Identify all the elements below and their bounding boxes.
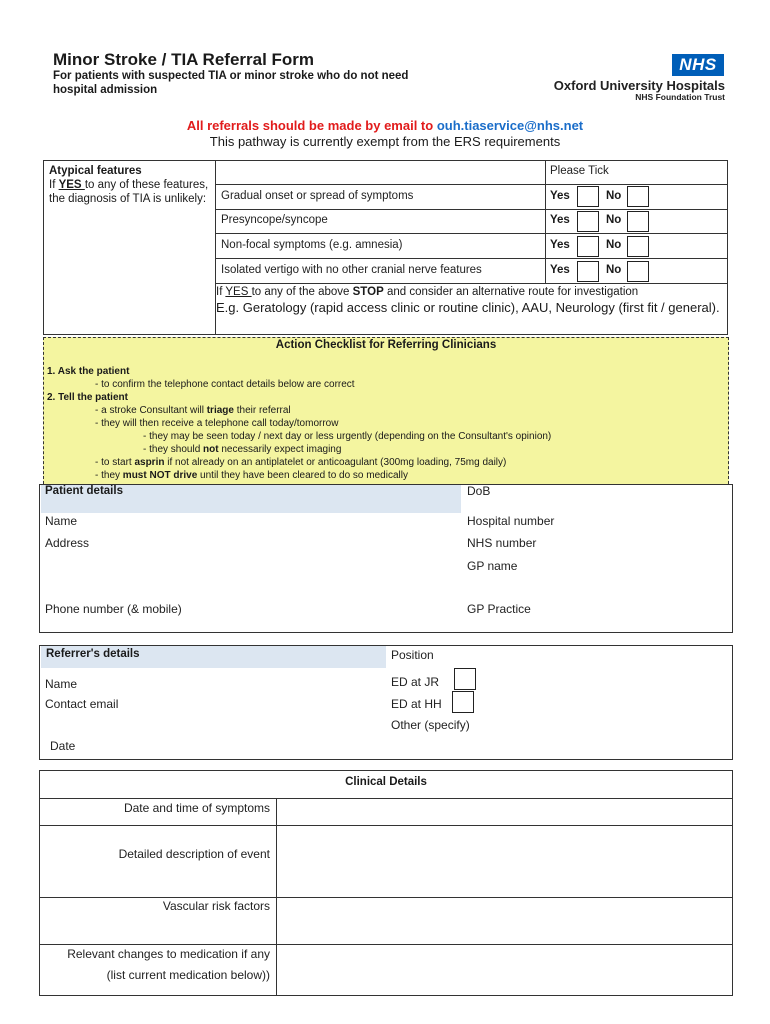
gp-practice-field[interactable]: GP Practice <box>467 602 531 616</box>
row2-no-checkbox[interactable] <box>627 211 649 232</box>
row1-yes-checkbox[interactable] <box>577 186 599 207</box>
checklist-title: Action Checklist for Referring Clinicians <box>275 339 497 351</box>
vascular-risk-input[interactable] <box>278 899 730 943</box>
row-divider <box>216 184 728 185</box>
ed-hh-checkbox[interactable] <box>452 691 474 713</box>
event-description-input[interactable] <box>278 827 730 896</box>
patient-name-field[interactable]: Name <box>45 514 78 528</box>
row-divider <box>40 825 732 826</box>
atypical-row-2: Presyncope/syncope <box>221 214 328 226</box>
please-tick-label: Please Tick <box>550 165 609 177</box>
date-field[interactable]: Date <box>50 739 76 753</box>
row4-no-checkbox[interactable] <box>627 261 649 282</box>
referral-email-notice <box>0 118 770 133</box>
ask-item: - to confirm the telephone contact details below are correct <box>95 379 355 390</box>
tell-item: - they may be seen today / next day or less urgently (depending on the Consultant's opinion) <box>143 431 552 442</box>
no-label: No <box>606 239 622 251</box>
yes-label: Yes <box>550 239 570 251</box>
row-divider <box>216 258 728 259</box>
phone-field[interactable]: Phone number (& mobile) <box>45 602 182 616</box>
row1-no-checkbox[interactable] <box>627 186 649 207</box>
row3-no-checkbox[interactable] <box>627 236 649 257</box>
gp-name-field[interactable]: GP name <box>467 559 518 573</box>
column-divider <box>276 798 277 995</box>
patient-details-heading: Patient details <box>45 485 123 497</box>
row-divider <box>40 798 732 799</box>
tell-item: - they must NOT drive until they have been cleared to do so medically <box>95 470 408 481</box>
row-divider <box>40 944 732 945</box>
atypical-row-3: Non-focal symptoms (e.g. amnesia) <box>221 239 403 251</box>
email-link[interactable]: ouh.tiaservice@nhs.net <box>436 118 584 133</box>
hospital-number-field[interactable]: Hospital number <box>467 514 555 528</box>
ed-hh-label: ED at HH <box>391 697 442 711</box>
event-description-label: Detailed description of event <box>118 847 270 861</box>
medication-changes-label: Relevant changes to medication if any <box>67 947 270 961</box>
other-specify-field[interactable]: Other (specify) <box>391 718 470 732</box>
clinical-details-heading: Clinical Details <box>345 776 427 788</box>
atypical-heading: Atypical features <box>49 165 142 177</box>
ed-jr-label: ED at JR <box>391 675 440 689</box>
tell-item: - a stroke Consultant will triage their referral <box>95 405 291 416</box>
nhs-number-field[interactable]: NHS number <box>467 536 537 550</box>
ed-jr-checkbox[interactable] <box>454 668 476 690</box>
referrer-heading: Referrer's details <box>46 648 140 660</box>
row2-yes-checkbox[interactable] <box>577 211 599 232</box>
date-time-symptoms-label: Date and time of symptoms <box>123 801 270 815</box>
medication-input[interactable] <box>278 946 730 994</box>
tell-item: - they should not necessarily expect imaging <box>143 444 342 455</box>
row-divider <box>40 897 732 898</box>
position-label: Position <box>391 648 434 662</box>
address-field[interactable]: Address <box>45 536 90 550</box>
ers-notice: This pathway is currently exempt from the ERS requirements <box>209 134 561 149</box>
tell-item: - they will then receive a telephone call today/tomorrow <box>95 418 339 429</box>
tell-heading: 2. Tell the patient <box>47 392 128 403</box>
date-time-symptoms-input[interactable] <box>278 800 730 824</box>
email-prefix: All referrals should be made by email to <box>186 118 437 133</box>
column-divider <box>545 161 546 283</box>
yes-label: Yes <box>550 214 570 226</box>
contact-email-field[interactable]: Contact email <box>45 697 119 711</box>
nhs-logo: NHS <box>672 54 724 76</box>
alternative-routes: E.g. Geratology (rapid access clinic or routine clinic), AAU, Neurology (first fit / general). <box>216 300 720 315</box>
yes-label: Yes <box>550 264 570 276</box>
dob-field[interactable]: DoB <box>467 484 491 498</box>
form-subtitle: For patients with suspected TIA or minor stroke who do not need hospital admission <box>53 70 409 96</box>
vascular-risk-label: Vascular risk factors <box>162 899 270 913</box>
row-divider <box>216 209 728 210</box>
atypical-row-1: Gradual onset or spread of symptoms <box>221 190 414 202</box>
referrer-name-field[interactable]: Name <box>45 677 78 691</box>
no-label: No <box>606 264 622 276</box>
row-divider <box>216 233 728 234</box>
org-name: Oxford University Hospitals <box>553 78 725 93</box>
medication-list-label: (list current medication below)) <box>106 968 270 982</box>
row3-yes-checkbox[interactable] <box>577 236 599 257</box>
stop-instruction: If YES to any of the above STOP and consider an alternative route for investigation <box>216 286 639 298</box>
row-divider <box>216 283 728 284</box>
atypical-row-4: Isolated vertigo with no other cranial nerve features <box>221 264 482 276</box>
no-label: No <box>606 190 622 202</box>
ask-heading: 1. Ask the patient <box>47 366 130 377</box>
row4-yes-checkbox[interactable] <box>577 261 599 282</box>
org-trust: NHS Foundation Trust <box>635 92 725 102</box>
tell-item: - to start asprin if not already on an antiplatelet or anticoagulant (300mg loading, 75mg daily) <box>95 457 507 468</box>
yes-label: Yes <box>550 190 570 202</box>
no-label: No <box>606 214 622 226</box>
atypical-features-description: Atypical features If YES to any of these features, the diagnosis of TIA is unlikely: <box>49 165 209 205</box>
form-title: Minor Stroke / TIA Referral Form <box>53 50 315 69</box>
